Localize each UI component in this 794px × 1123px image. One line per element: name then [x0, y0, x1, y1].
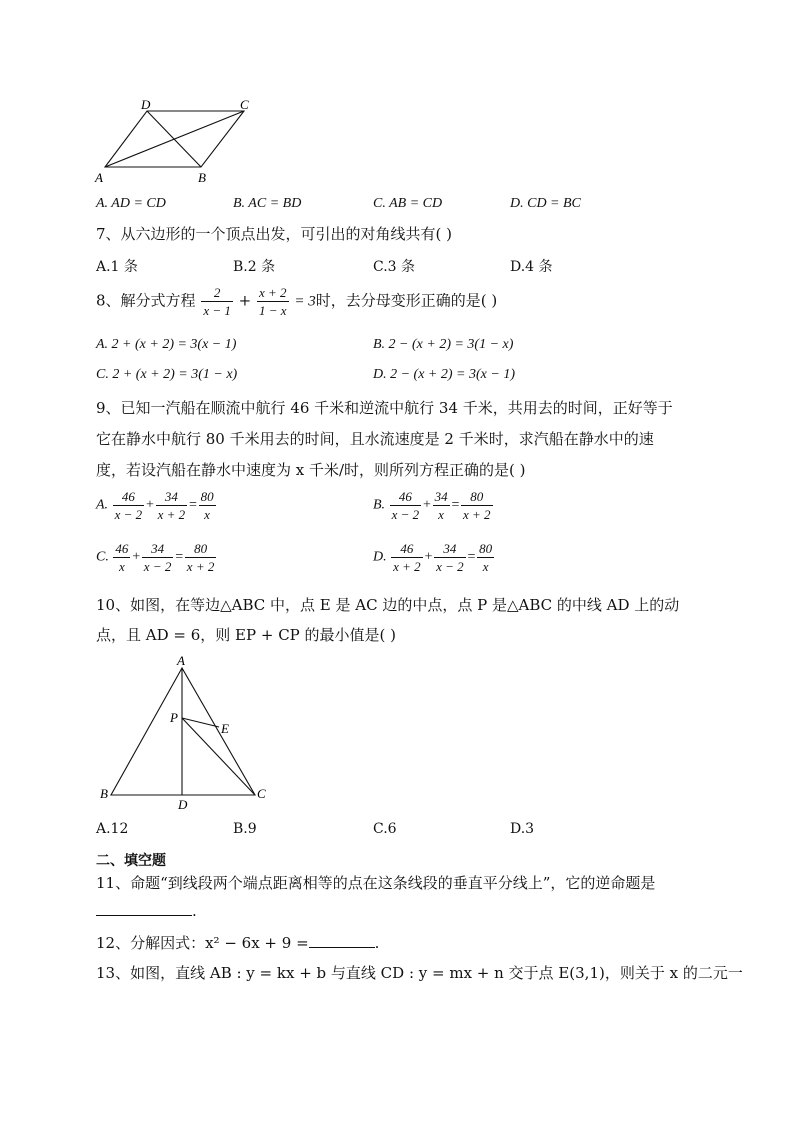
q9-option-c: C. $\frac{46}{x}$ + $\frac{34}{x - 2}$ = $\frac{80}{x + 2}$: [96, 541, 215, 574]
q9-line-1: 9、已知一汽船在顺流中航行 46 千米和逆流中航行 34 千米，共用去的时间，正好等于: [96, 399, 673, 417]
q7-option-c: C.3 条: [373, 259, 416, 275]
segment-pc: [182, 718, 255, 795]
q8-option-c: C. 2 + (x + 2) = 3(1 − x): [96, 367, 238, 382]
q8-plus: +: [238, 291, 252, 310]
q9-option-b: B. $\frac{46}{x - 2}$ + $\frac{34}{x}$ = $\frac{80}{x + 2}$: [373, 489, 491, 522]
q10-option-c: C.6: [373, 821, 397, 837]
q8-fraction-1: $\frac{2}{x - 1}$: [203, 285, 231, 318]
q9-line-2: 它在静水中航行 80 千米用去的时间，且水流速度是 2 千米时，求汽船在静水中的速: [96, 430, 654, 448]
q7-text: 7、从六边形的一个顶点出发，可引出的对角线共有( ): [96, 225, 453, 243]
q10-option-b: B.9: [233, 821, 257, 837]
q6-option-d: D. CD = BC: [510, 196, 581, 211]
q10-option-a: A.12: [96, 821, 129, 837]
q11-line-2: .: [96, 901, 197, 920]
label-e: E: [221, 721, 229, 736]
q6-option-a: A. AD = CD: [96, 196, 166, 211]
label-d: D: [141, 97, 151, 112]
q7-option-d: D.4 条: [510, 259, 553, 275]
label-b: B: [100, 786, 108, 801]
q7-option-b: B.2 条: [233, 259, 276, 275]
label-d: D: [178, 797, 188, 812]
q6-option-b: B. AC = BD: [233, 196, 302, 211]
label-c: C: [257, 786, 266, 801]
q8-text: [96, 284, 497, 319]
triangle-figure: [92, 652, 282, 812]
label-b: B: [198, 170, 206, 185]
label-a: A: [95, 170, 103, 185]
q8-option-d: D. 2 − (x + 2) = 3(x − 1): [373, 367, 515, 382]
q12-prompt: 12、分解因式：x² − 6x + 9 =: [96, 934, 309, 952]
diagonal-bd: [147, 111, 201, 167]
q9-line-3: 度，若设汽船在静水中速度为 x 千米/时，则所列方程正确的是( ): [96, 461, 526, 479]
q8-suffix: 时，去分母变形正确的是( ): [315, 291, 498, 310]
label-p: P: [170, 710, 178, 725]
q8-fraction-2: $\frac{x + 2}{1 - x}$: [259, 285, 287, 318]
parallelogram-figure: [88, 96, 268, 188]
q8-option-b: B. 2 − (x + 2) = 3(1 − x): [373, 337, 514, 352]
q11-answer-blank: [96, 901, 192, 916]
q10-line-1: 10、如图，在等边△ABC 中，点 E 是 AC 边的中点，点 P 是△ABC 的中线 AD 上的动: [96, 596, 680, 614]
q10-option-d: D.3: [510, 821, 535, 837]
triangle-abc: [111, 668, 255, 795]
q6-option-c: C. AB = CD: [373, 196, 443, 211]
q13-text: 13、如图，直线 AB : y = kx + b 与直线 CD : y = mx + n 交于点 E(3,1)，则关于 x 的二元一: [96, 964, 743, 982]
q9-option-a: A. $\frac{46}{x - 2}$ + $\frac{34}{x + 2}$ = $\frac{80}{x}$: [96, 489, 214, 522]
section-2-heading: 二、填空题: [96, 853, 166, 869]
q8-option-a: A. 2 + (x + 2) = 3(x − 1): [96, 337, 237, 352]
q12-answer-blank: [309, 933, 375, 948]
q10-line-2: 点，且 AD = 6，则 EP + CP 的最小值是( ): [96, 626, 397, 644]
q7-option-a: A.1 条: [96, 259, 138, 275]
label-a: A: [177, 653, 185, 668]
q11-line-1: 11、命题“到线段两个端点距离相等的点在这条线段的垂直平分线上”，它的逆命题是: [96, 874, 656, 892]
q8-rhs: = 3: [294, 293, 316, 310]
q12-text: 12、分解因式：x² − 6x + 9 = .: [96, 934, 380, 952]
label-c: C: [240, 97, 249, 112]
q8-prefix: 8、解分式方程: [96, 291, 196, 310]
q9-option-d: D. $\frac{46}{x + 2}$ + $\frac{34}{x - 2}$ = $\frac{80}{x}$: [373, 541, 493, 574]
